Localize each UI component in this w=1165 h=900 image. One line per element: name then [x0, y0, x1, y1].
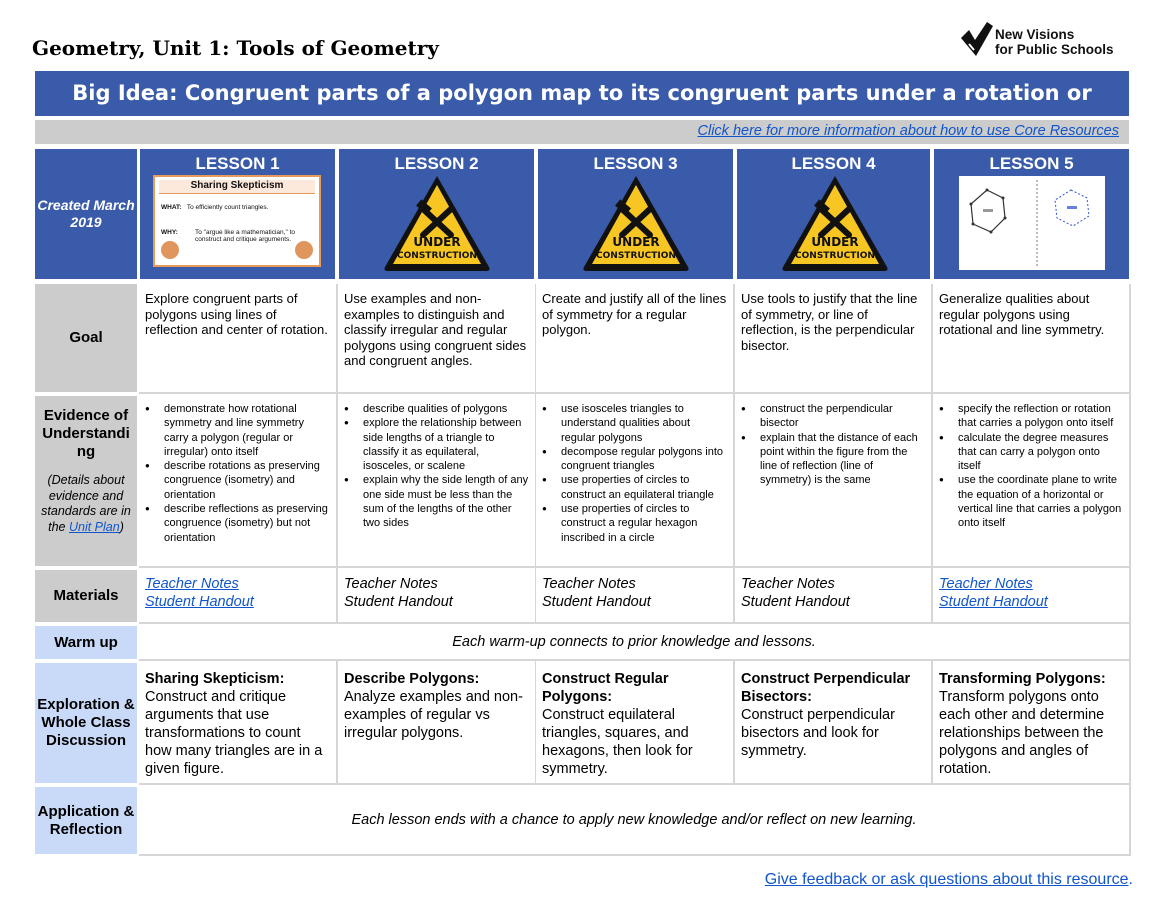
evidence-cell: [139, 394, 338, 568]
lesson-header-3: [538, 149, 733, 279]
evidence-note-text: (Details about evidence and standards are in the: [41, 473, 131, 534]
goal-cell: Create and justify all of the lines of symmetry for a regular polygon.: [536, 284, 735, 394]
why-text: To "argue like a mathematician," to construct and critique arguments.: [195, 229, 295, 243]
under-construction-icon: [580, 173, 692, 273]
feedback-link[interactable]: Give feedback or ask questions about this resource: [764, 871, 1129, 888]
exploration-title: Describe Polygons:: [344, 671, 480, 687]
exploration-cell: [735, 661, 933, 785]
evidence-cell: [338, 394, 537, 568]
construction-label: CONSTRUCTION: [795, 251, 875, 261]
construction-label: CONSTRUCTION: [397, 251, 477, 261]
under-construction-icon: [381, 173, 493, 273]
exploration-title: Sharing Skepticism:: [145, 671, 285, 687]
row-label-application: Application & Reflection: [35, 787, 137, 854]
checkmark-logo-icon: [960, 22, 994, 58]
document-title: Geometry, Unit 1: Tools of Geometry: [32, 36, 439, 60]
student-handout-text: Student Handout: [542, 593, 651, 610]
goal-cell: Generalize qualities about regular polygons using rotational and line symmetry.: [933, 284, 1131, 394]
under-label: UNDER: [413, 235, 461, 249]
evidence-item: ● explain why the side length of any one side must be less than the sum of the lengths of the other two sides: [363, 473, 529, 530]
evidence-item: ● describe reflections as preserving congruence (isometry) but not orientation: [164, 502, 330, 545]
teacher-notes-link[interactable]: Teacher Notes: [939, 576, 1033, 592]
what-text: To efficiently count triangles.: [186, 204, 269, 211]
evidence-item: ● use isosceles triangles to understand qualities about regular polygons: [561, 402, 727, 445]
evidence-note: [41, 473, 131, 535]
goal-cell: Use examples and non-examples to distinguish and classify irregular and regular polygons using congruent sides and congruent angles.: [338, 284, 537, 394]
big-idea-banner: Big Idea: Congruent parts of a polygon map to its congruent parts under a rotation or: [35, 71, 1129, 116]
evidence-item: ● use properties of circles to construct a regular hexagon inscribed in a circle: [561, 502, 727, 545]
under-label: UNDER: [811, 235, 859, 249]
student-handout-text: Student Handout: [741, 593, 850, 610]
evidence-item: ● use the coordinate plane to write the equation of a horizontal or vertical line that carries a polygon onto itself: [958, 473, 1123, 530]
lesson-title[interactable]: LESSON 5: [989, 154, 1074, 173]
exploration-text: Construct perpendicular bisectors and look for symmetry.: [741, 707, 895, 759]
materials-cell: [338, 568, 537, 624]
goal-cell: Explore congruent parts of polygons using lines of reflection and center of rotation.: [139, 284, 338, 394]
thumbnail-title: Sharing Skepticism: [159, 180, 315, 194]
exploration-text: Analyze examples and non-examples of regular vs irregular polygons.: [344, 689, 523, 741]
under-label: UNDER: [612, 235, 660, 249]
lesson-header-5: [934, 149, 1129, 279]
person-icon: [161, 241, 179, 259]
teacher-notes-text: Teacher Notes: [741, 576, 835, 592]
exploration-text: Construct equilateral triangles, squares, and hexagons, then look for symmetry.: [542, 707, 693, 777]
logo-line-1: New Visions: [995, 27, 1075, 42]
exploration-cell: [536, 661, 735, 785]
goal-cell: Use tools to justify that the line of symmetry, or line of reflection, is the perpendicular bisector.: [735, 284, 933, 394]
teacher-notes-text: Teacher Notes: [542, 576, 636, 592]
row-label-evidence: [35, 396, 137, 566]
warmup-cell: Each warm-up connects to prior knowledge and lessons.: [139, 624, 1131, 661]
lesson-header-2: [339, 149, 534, 279]
evidence-item: ● decompose regular polygons into congruent triangles: [561, 445, 727, 474]
row-label-warmup: Warm up: [35, 626, 137, 659]
evidence-item: ● demonstrate how rotational symmetry and line symmetry carry a polygon (regular or irregular) onto itself: [164, 402, 330, 459]
logo-line-2: for Public Schools: [995, 42, 1114, 57]
materials-cell: [735, 568, 933, 624]
unit-plan-link[interactable]: Unit Plan: [68, 519, 120, 534]
student-handout-text: Student Handout: [344, 593, 453, 610]
lesson-title[interactable]: LESSON 2: [394, 154, 479, 173]
under-construction-icon: [779, 173, 891, 273]
lesson-title[interactable]: LESSON 4: [791, 154, 876, 173]
evidence-note-close: ): [119, 519, 124, 534]
info-bar: [35, 120, 1129, 144]
construction-label: CONSTRUCTION: [596, 251, 676, 261]
teacher-notes-link[interactable]: Teacher Notes: [145, 576, 239, 592]
student-handout-link[interactable]: Student Handout: [939, 593, 1048, 610]
exploration-title: Construct Perpendicular Bisectors:: [741, 671, 911, 705]
student-handout-link[interactable]: Student Handout: [145, 593, 254, 610]
teacher-notes-text: Teacher Notes: [344, 576, 438, 592]
evidence-item: ● use properties of circles to construct an equilateral triangle: [561, 473, 727, 502]
lesson-header-1: [140, 149, 335, 279]
evidence-item: ● specify the reflection or rotation that carries a polygon onto itself: [958, 402, 1123, 431]
evidence-item: ● describe rotations as preserving congruence (isometry) and orientation: [164, 459, 330, 502]
materials-cell: [139, 568, 338, 624]
materials-cell: [536, 568, 735, 624]
polygons-image: [959, 176, 1105, 270]
exploration-cell: [933, 661, 1131, 785]
evidence-item: ● explore the relationship between side lengths of a triangle to classify it as equilateral, isosceles, or scalene: [363, 416, 529, 473]
core-resources-link[interactable]: Click here for more information about how to use Core Resources: [697, 123, 1119, 139]
feedback-period: .: [1128, 871, 1133, 888]
row-label-materials: Materials: [35, 570, 137, 622]
evidence-cell: [933, 394, 1131, 568]
evidence-item: ● explain that the distance of each point within the figure from the line of reflection (line of symmetry) is the same: [760, 431, 925, 488]
exploration-text: Transform polygons onto each other and determine relationships between the polygons and angles of rotation.: [939, 689, 1105, 777]
new-visions-logo: [960, 22, 1130, 62]
feedback: [765, 871, 1133, 889]
what-label: WHAT:: [161, 204, 182, 211]
exploration-title: Transforming Polygons:: [939, 671, 1106, 687]
application-cell: Each lesson ends with a chance to apply new knowledge and/or reflect on new learning.: [139, 785, 1131, 856]
evidence-cell: [536, 394, 735, 568]
created-date: Created March 2019: [35, 149, 137, 279]
exploration-text: Construct and critique arguments that use transformations to count how many triangles are in a given figure.: [145, 689, 323, 777]
materials-cell: [933, 568, 1131, 624]
row-label-goal: Goal: [35, 284, 137, 392]
row-label-exploration: Exploration & Whole Class Discussion: [35, 663, 137, 783]
evidence-item: ● describe qualities of polygons: [363, 402, 529, 416]
lesson-title[interactable]: LESSON 3: [593, 154, 678, 173]
evidence-item: ● calculate the degree measures that can carry a polygon onto itself: [958, 431, 1123, 474]
why-label: WHY:: [161, 229, 178, 236]
lesson-title[interactable]: LESSON 1: [195, 154, 280, 173]
exploration-cell: [338, 661, 537, 785]
evidence-label: Evidence of Understandi ng: [42, 407, 130, 460]
evidence-item: ● construct the perpendicular bisector: [760, 402, 925, 431]
lesson1-thumbnail[interactable]: [153, 175, 321, 267]
lesson-header-4: [737, 149, 930, 279]
exploration-cell: [139, 661, 338, 785]
evidence-cell: [735, 394, 933, 568]
polygons-thumbnail[interactable]: [959, 176, 1105, 270]
person-icon: [295, 241, 313, 259]
exploration-title: Construct Regular Polygons:: [542, 671, 669, 705]
